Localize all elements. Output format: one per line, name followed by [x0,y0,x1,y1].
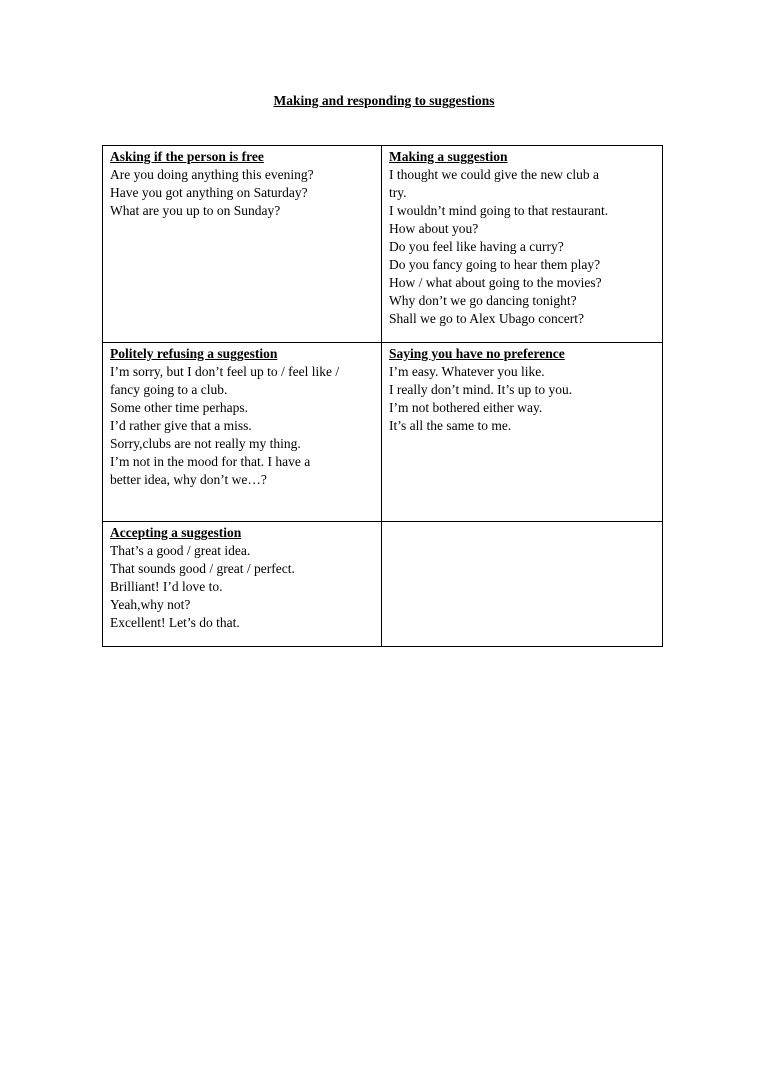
suggestions-table [102,145,663,647]
phrase-line: Sorry,clubs are not really my thing. [110,436,301,451]
page-title: Making and responding to suggestions [273,93,495,108]
phrase-line: Excellent! Let’s do that. [110,615,240,630]
cell-heading: Asking if the person is free [110,149,264,164]
phrase-line: I’m sorry, but I don’t feel up to / feel like / [110,364,340,379]
cell-no-preference [382,343,663,522]
cell-accepting [103,522,382,647]
phrase-line: I really don’t mind. It’s up to you. [389,382,573,397]
cell-refusing [103,343,382,522]
phrase-line: I’d rather give that a miss. [110,418,252,433]
phrase-line: Do you fancy going to hear them play? [389,257,601,272]
phrase-line: I’m not in the mood for that. I have a [110,454,311,469]
cell-making-suggestion [382,146,663,343]
phrase-line: I wouldn’t mind going to that restaurant. [389,203,609,218]
phrase-line: Have you got anything on Saturday? [110,185,308,200]
table-row [103,343,663,522]
phrase-line: Brilliant! I’d love to. [110,579,223,594]
phrase-line: That’s a good / great idea. [110,543,251,558]
phrase-line: I’m easy. Whatever you like. [389,364,545,379]
cell-empty [382,522,663,647]
phrase-line: What are you up to on Sunday? [110,203,281,218]
phrase-line: That sounds good / great / perfect. [110,561,295,576]
phrase-line: It’s all the same to me. [389,418,512,433]
phrase-line: Why don’t we go dancing tonight? [389,293,577,308]
phrase-line: Shall we go to Alex Ubago concert? [389,311,584,326]
phrase-line: I’m not bothered either way. [389,400,543,415]
phrase-line: Do you feel like having a curry? [389,239,564,254]
phrase-line: Yeah,why not? [110,597,191,612]
cell-asking-free [103,146,382,343]
table-row [103,522,663,647]
phrase-line: Some other time perhaps. [110,400,248,415]
phrase-line: How about you? [389,221,479,236]
cell-heading: Saying you have no preference [389,346,565,361]
phrase-line: try. [389,185,407,200]
phrase-line: better idea, why don’t we…? [110,472,267,487]
phrase-line: I thought we could give the new club a [389,167,599,182]
table-row [103,146,663,343]
phrase-line: Are you doing anything this evening? [110,167,314,182]
cell-heading: Accepting a suggestion [110,525,242,540]
cell-heading: Making a suggestion [389,149,508,164]
phrase-line: fancy going to a club. [110,382,228,397]
phrase-line: How / what about going to the movies? [389,275,602,290]
cell-heading: Politely refusing a suggestion [110,346,278,361]
